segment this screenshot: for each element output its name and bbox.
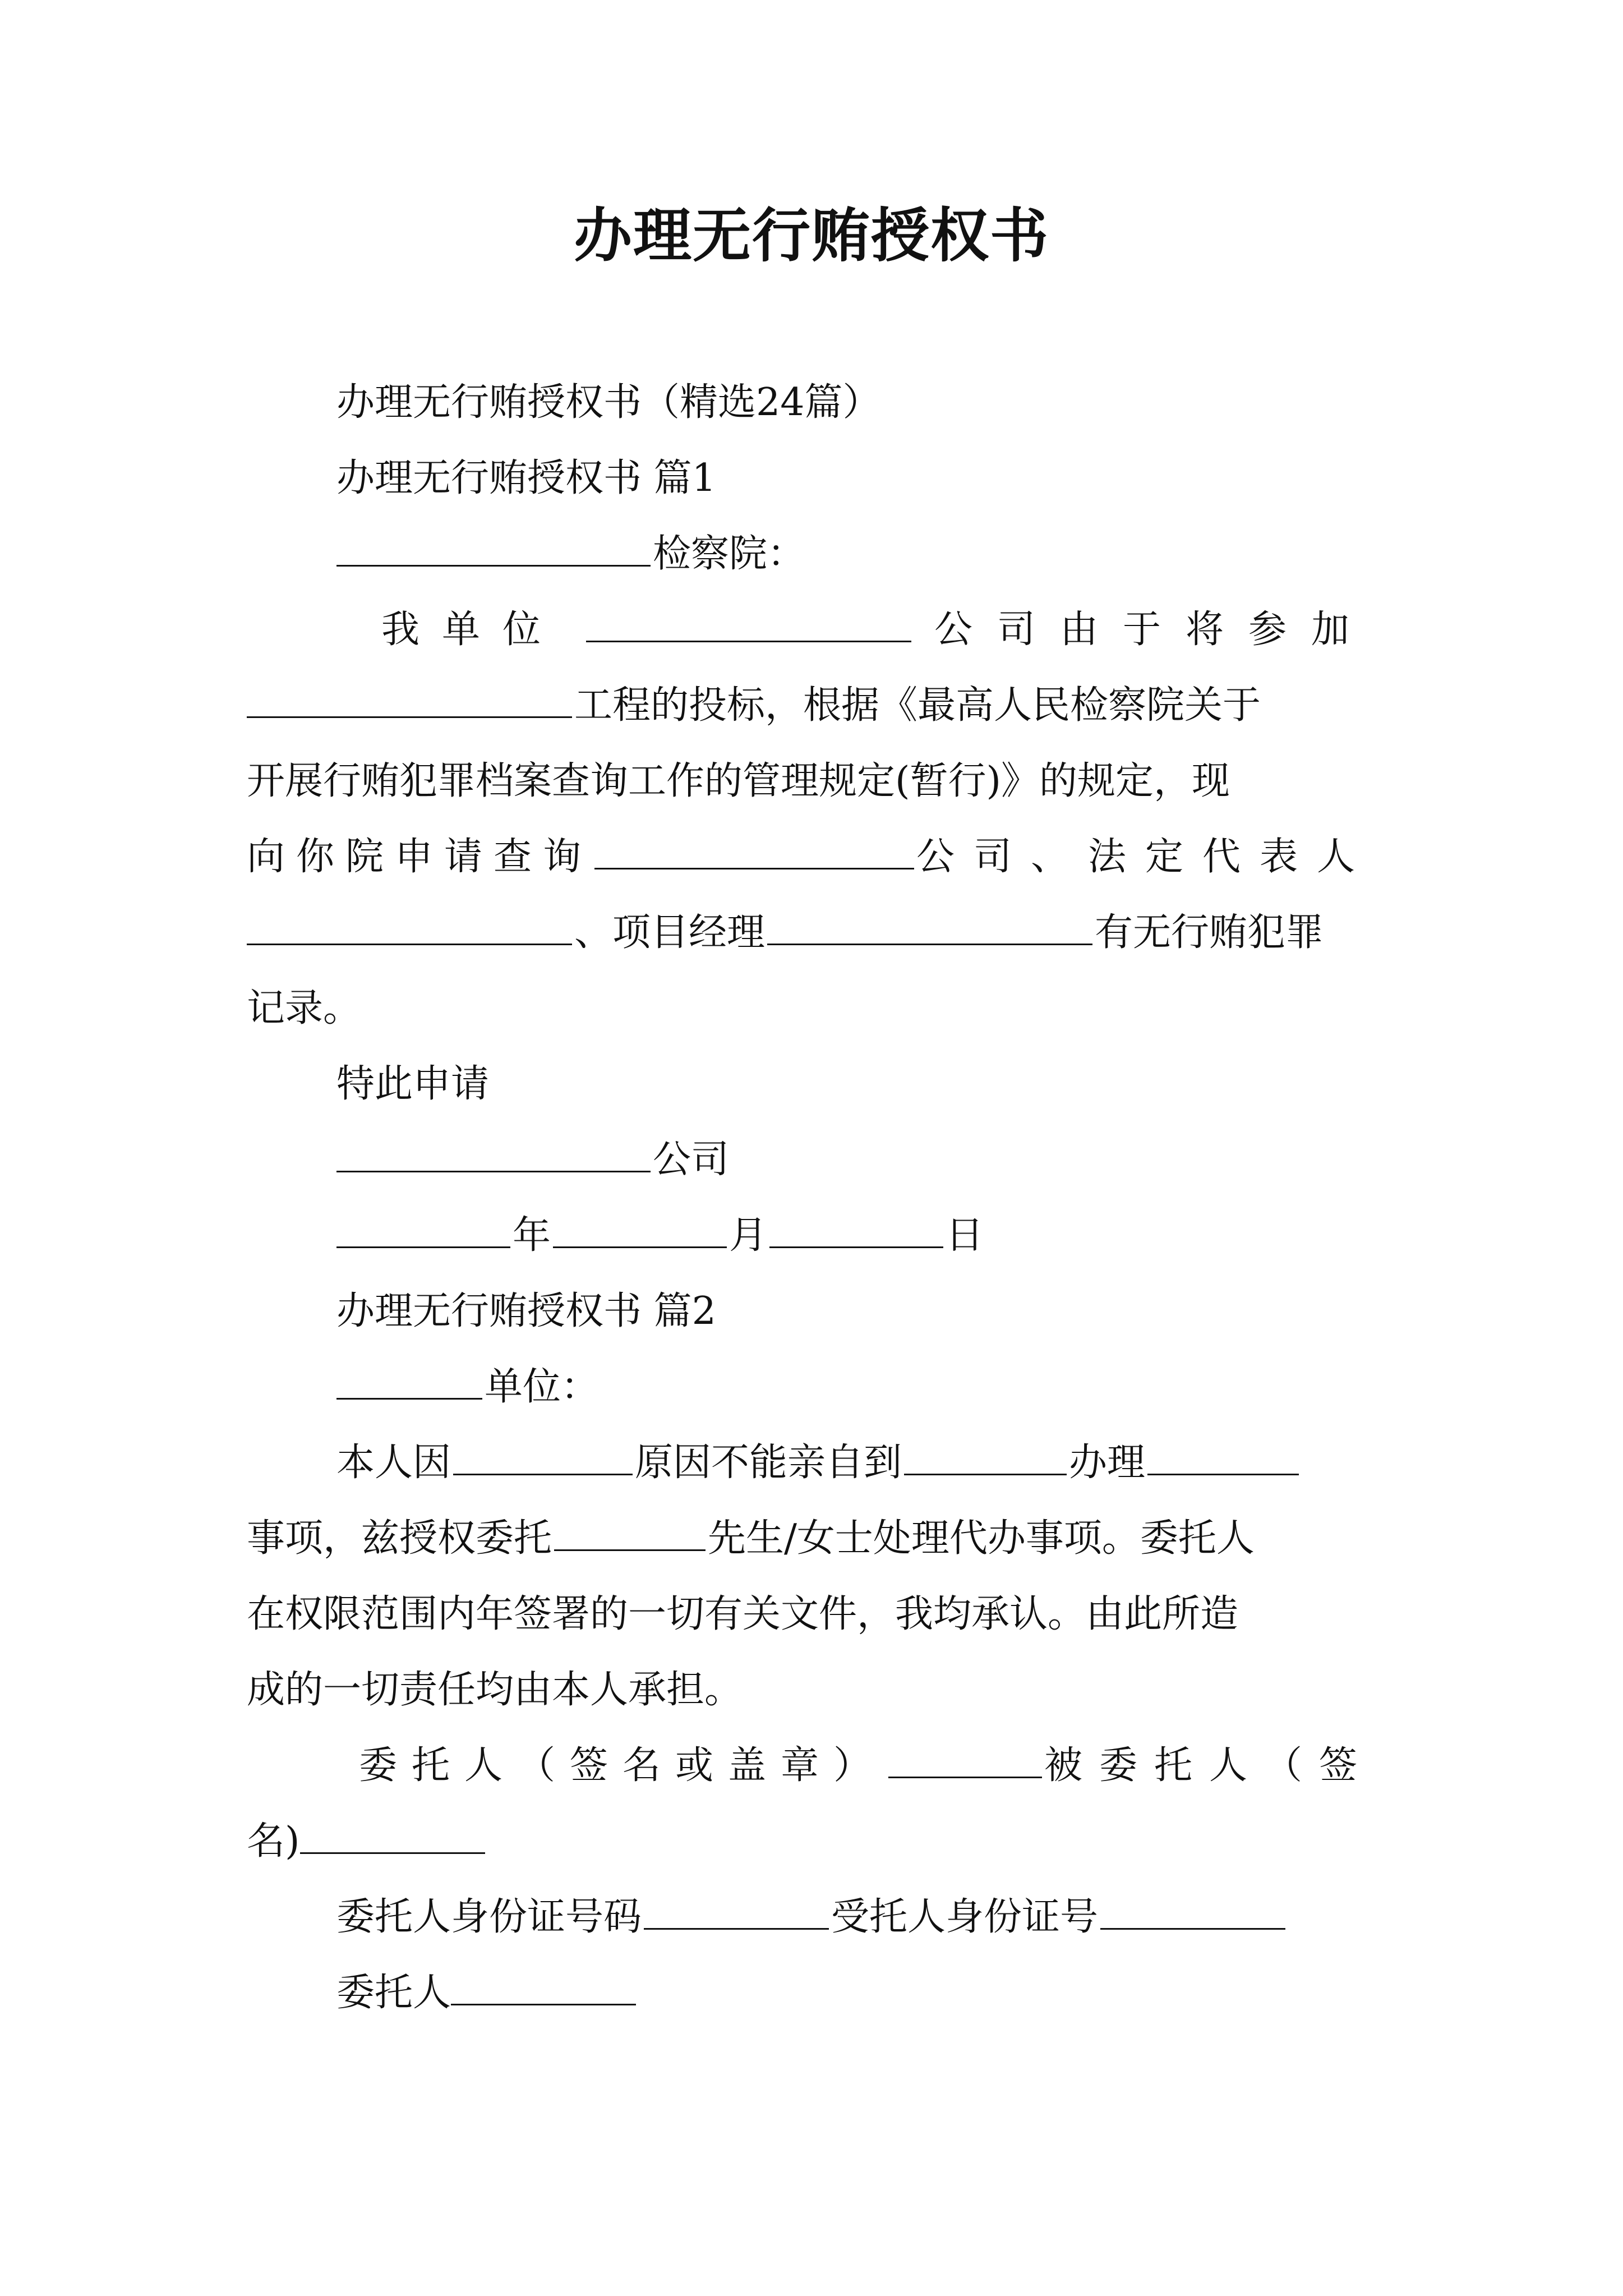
section2-para-line-4: 成的一切责任均由本人承担。 <box>247 1668 743 1712</box>
text-segment: 原因不能亲自到 <box>635 1441 902 1485</box>
section1-closing: 特此申请 <box>336 1062 490 1106</box>
principal-blank[interactable] <box>451 1961 636 2005</box>
text-segment: 我单位 <box>381 608 564 652</box>
addressee-suffix: 检察院： <box>653 532 806 576</box>
company-suffix: 公司 <box>653 1138 730 1182</box>
company-blank[interactable] <box>586 598 911 642</box>
section2-para-line-2 <box>247 1501 1374 1577</box>
text-segment: 被委托人（签 <box>1044 1743 1374 1788</box>
section1-addressee <box>336 516 1374 592</box>
text-segment: 委托人 <box>336 1971 451 2015</box>
subtitle: 办理无行贿授权书（精选24篇） <box>336 380 881 425</box>
text-segment: 公司由于将参加 <box>934 608 1374 652</box>
place-blank[interactable] <box>904 1431 1067 1475</box>
section2-signature-line-2 <box>247 1803 1374 1880</box>
reason-blank[interactable] <box>453 1431 633 1475</box>
addressee-suffix: 单位： <box>485 1365 600 1409</box>
section1-para-line-4 <box>247 819 1374 895</box>
text-segment: 事项，兹授权委托 <box>247 1516 552 1561</box>
principal-id-blank[interactable] <box>644 1885 829 1930</box>
section2-para-line-3: 在权限范围内年签署的一切有关文件，我均承认。由此所造 <box>247 1592 1239 1636</box>
text-segment: 委托人身份证号码 <box>336 1895 642 1939</box>
section1-date <box>336 1198 1374 1274</box>
document-title: 办理无行贿授权书 <box>573 201 1049 270</box>
principal-signature-blank[interactable] <box>888 1734 1042 1778</box>
project-blank[interactable] <box>247 674 572 718</box>
unit-blank[interactable] <box>336 1355 482 1400</box>
text-segment: 工程的投标，根据《最高人民检察院关于 <box>574 683 1261 728</box>
section2-id-line <box>336 1879 1374 1955</box>
date-day-label: 日 <box>946 1213 984 1258</box>
matter-blank[interactable] <box>1147 1431 1299 1475</box>
text-segment: 、项目经理 <box>574 910 766 955</box>
project-manager-blank[interactable] <box>767 901 1092 945</box>
text-segment: 委托人（签名或盖章） <box>359 1743 887 1788</box>
month-blank[interactable] <box>553 1204 727 1248</box>
section1-para-line-2 <box>247 668 1374 744</box>
date-year-label: 年 <box>513 1213 551 1258</box>
section1-company-signature <box>336 1122 1374 1198</box>
section2-para-line-1 <box>336 1425 1374 1501</box>
text-segment: 先生/女士处理代办事项。委托人 <box>708 1516 1255 1561</box>
section2-heading: 办理无行贿授权书 篇2 <box>336 1289 716 1333</box>
section1-heading: 办理无行贿授权书 篇1 <box>336 456 716 500</box>
year-blank[interactable] <box>336 1204 510 1248</box>
agent-id-blank[interactable] <box>1100 1885 1285 1930</box>
legal-rep-blank[interactable] <box>247 901 572 945</box>
text-segment: 本人因 <box>336 1441 451 1485</box>
text-segment: 有无行贿犯罪 <box>1095 910 1324 955</box>
section1-para-line-1 <box>381 592 1374 668</box>
section2-signature-line <box>359 1728 1374 1804</box>
section1-para-line-3: 开展行贿犯罪档案查询工作的管理规定(暂行)》的规定，现 <box>247 759 1230 803</box>
text-segment: 办理 <box>1069 1441 1146 1485</box>
text-segment: 名) <box>247 1819 300 1864</box>
text-segment: 受托人身份证号 <box>831 1895 1099 1939</box>
addressee-blank[interactable] <box>336 522 651 567</box>
agent-name-blank[interactable] <box>554 1507 706 1551</box>
section2-last-line <box>336 1955 1374 2031</box>
text-segment: 向你院申请查询 <box>247 835 593 879</box>
day-blank[interactable] <box>769 1204 943 1248</box>
company-name-blank[interactable] <box>336 1128 651 1172</box>
agent-signature-blank[interactable] <box>300 1810 485 1854</box>
query-company-blank[interactable] <box>594 825 914 869</box>
text-segment: 公司、法定代表人 <box>916 835 1374 879</box>
section1-para-line-6: 记录。 <box>247 986 362 1030</box>
section2-addressee <box>336 1349 1374 1425</box>
section1-para-line-5 <box>247 895 1374 971</box>
date-month-label: 月 <box>729 1213 768 1258</box>
